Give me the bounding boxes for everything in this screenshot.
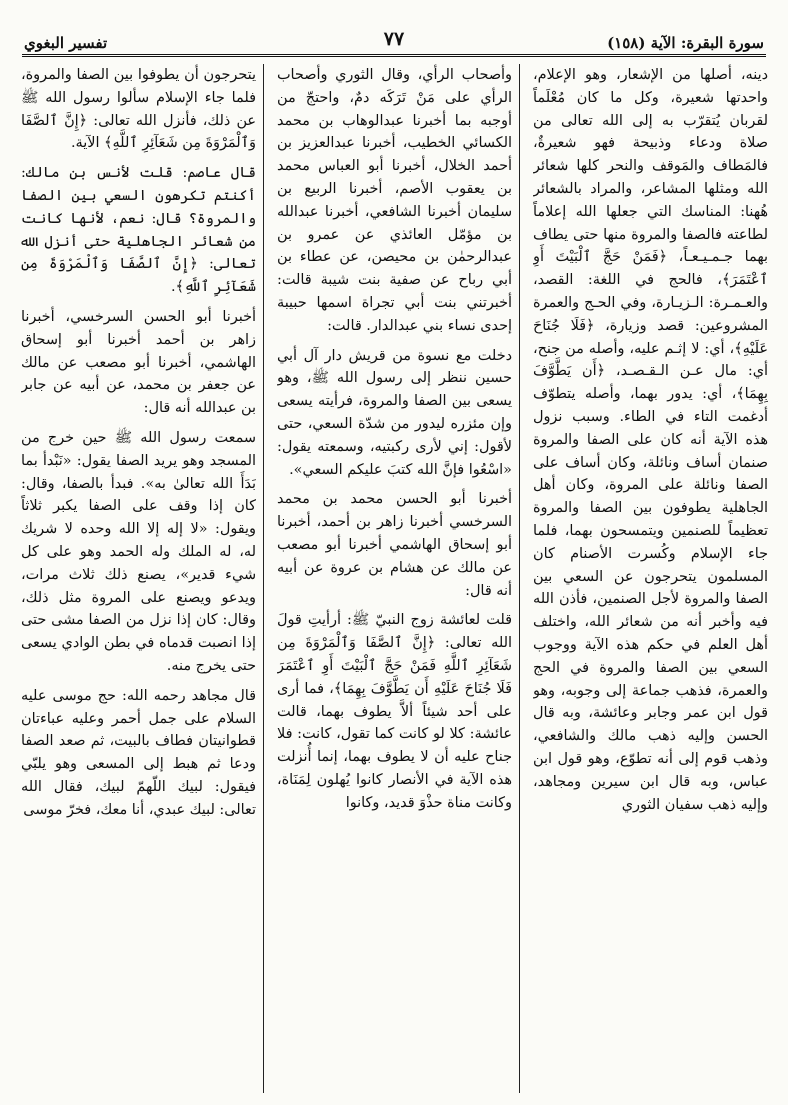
- page-header: [24, 18, 764, 52]
- paragraph: أخبرنا أبو الحسن السرخسي، أخبرنا زاهر بن أحمد أخبرنا أبو إسحاق الهاشمي، أخبرنا أبو مصعب عن مالك عن جعفر بن محمد، عن أبيه عن جابر بن عبدالله أنه قال:: [21, 308, 256, 417]
- surah-label: سورة البقرة: الآية (١٥٨): [607, 34, 764, 52]
- paragraph: وأصحاب الرأي، وقال الثوري وأصحاب الرأي على مَنْ تَرَكَه دمٌ، واحتجّ من أوجبه بما أخبرنا عبدالوهاب بن محمد الكسائي الخطيب، أخبرنا عبدالعزيز بن أحمد الخلال، أخبرنا أبو العباس محمد بن يعقوب الأصم، أخبرنا الربيع بن سليمان أخبرنا الشافعي، أخبرنا عبدالله بن مؤمّل العائذي عن عمرو بن عبدالرحمٰن بن محيصن، عن عطاء بن أبي رباح عن صفية بنت شيبة قالت: أخبرتني بنت أبي تجراة اسمها حبيبة إحدى نساء بني عبدالدار. قالت:: [277, 67, 512, 334]
- text-column-right: [533, 64, 768, 1091]
- paragraph: أخبرنا أبو الحسن محمد بن محمد السرخسي أخبرنا زاهر بن أحمد، أخبرنا أبو إسحاق الهاشمي أخبرنا أبو مصعب عن مالك عن هشام بن عروة عن أبيه أنه قال:: [277, 491, 512, 599]
- paragraph: سمعت رسول الله ﷺ حين خرج من المسجد وهو يريد الصفا يقول: «نَبْدأ بما بَدَأَ الله تعالىٰ به». فبدأ بالصفا، وقال: كان إذا وقف على الصفا يكبر ثلاثاً ويقول: «لا إله إلا الله وحده لا شريك له، له الملك وله الحمد وهو على كل شيء قدير»، يصنع ذلك ثلاث مرات، ويدعو ويصنع على المروة مثل ذلك، وقال: كان إذا نزل من الصفا مشى حتى إذا انصبت قدماه في بطن الوادي يسعى حتى يخرج منه.: [21, 429, 256, 674]
- page-number: ٧٧: [383, 28, 405, 50]
- paragraph: دخلت مع نسوة من قريش دار آل أبي حسين ننظر إلى رسول الله ﷺ، وهو يسعى بين الصفا والمروة، فرأيته يسعى وإن مئزره ليدور من شدّة السعي، حتى لأقول: إني لأرى ركبتيه، وسمعته يقول: «اسْعُوا فإنَّ الله كتبَ عليكم السعي».: [277, 347, 512, 478]
- header-divider: [22, 54, 766, 57]
- paragraph: قلت لعائشة زوج النبيّ ﷺ: أرأيتِ قولَ الله تعالى: ﴿إِنَّ ٱلصَّفَا وَٱلْمَرْوَةَ مِن شَعَآئِرِ ٱللَّهِ فَمَنْ حَجَّ ٱلْبَيْتَ أَوِ ٱعْتَمَرَ فَلَا جُنَاحَ عَلَيْهِ أَن يَطَّوَّفَ بِهِمَا﴾، فما أرى على أحد شيئاً ألاَّ يطوف بهما، قالت عائشة: كلا لو كانت كما تقول، كانت: فلا جناح عليه أن لا يطوف بهما، إنما أُنزلت هذه الآية في الأنصار كانوا يُهلون لِمَنَاة، وكانت مناة حذْوَ قديد، وكانوا: [277, 612, 512, 811]
- paragraph: قال مجاهد رحمه الله: حج موسى عليه السلام على جمل أحمر وعليه عباءتان قطوانيتان فطاف بالبيت، ثم صعد الصفا ودعا ثم هبط إلى المسعى وهو يلبّي فيقول: لبيك اللّهمّ لبيك، فقال الله تعالى: لبيك عبدي، أنا معك، فخرّ موسى: [21, 687, 256, 818]
- paragraph: دينه، أصلها من الإشعار، وهو الإعلام، واحدتها شعيرة، وكل ما كان مُعْلَماً لقربان يُتقرّب به إلى الله تعالى من صلاة ودعاء وذبيحة فهو شعيرةٌ، فالمَطاف والمَوقف والنحر كلها شعائر الله ومثلها المشاعر، والمراد بالشعائر هُهنا: المناسك التي جعلها الله إعلاماً لطاعته فالصفا والمروة منها حتى يطاف بهما جـمـيـعـاً، ﴿فَمَنْ حَجَّ ٱلْبَيْتَ أَوِ ٱعْتَمَرَ﴾، فالحج في اللغة: القصد، والعـمـرة: الـزيـارة، وفي الحـج والعمرة المشروعين: قصد وزيارة، ﴿فَلَا جُنَاحَ عَلَيْهِ﴾، أي: لا إثـم عليه، وأصله من جنح، أي: مال عـن الـقـصـد، ﴿أَن يَطَّوَّفَ بِهِمَا﴾، أي: يدور بهما، وأصله يتطوّف أدغمت التاء في الطاء. وسبب نزول هذه الآية أنه كان على الصفا والمروة صنمان أساف ونائلة، وكان أساف على الصفا ونائلة على المروة، وكان أهل الجاهلية يطوفون بين الصفا والمروة تعظيماً للصنمين ويتمسحون بهما، فلما جاء الإسلام وكُسرت الأصنام كان المسلمون يتحرجون عن السعي بين الصفا والمروة لأجل الصنمين، فأذن الله فيه وأخبر أنه من شعائر الله، واختلف أهل العلم في حكم هذه الآية ووجوب السعي بين الصفا والمروة في الحج والعمرة، فذهب جماعة إلى وجوبه، وهو قول ابن عمر وجابر وعائشة، وبه قال الحسن وإليه ذهب مالك والشافعي، وذهب قوم إلى أنه تطوّع، وهو قول ابن عباس، وبه قال ابن سيرين ومجاهد، وإليه ذهب سفيان الثوري: [533, 67, 768, 813]
- column-divider: [263, 64, 264, 1093]
- book-title: تفسير البغوي: [24, 34, 108, 52]
- text-column-left: [21, 64, 256, 1091]
- text-column-middle: [277, 64, 512, 1091]
- column-divider: [519, 64, 520, 1093]
- paragraph: قال عاصم: قلت لأنس بن مالك: أكنتم تكرهون السعي بين الصفا والمروة؟ قال: نعم، لأنها كانت من شعائر الجاهلية حتى أنزل الله تعالى: ﴿إِنَّ ٱلصَّفَا وَٱلْمَرْوَةَ مِن شَعَآئِرِ ٱللَّهِ﴾.: [21, 165, 256, 296]
- paragraph: يتحرجون أن يطوفوا بين الصفا والمروة، فلما جاء الإسلام سألوا رسول الله ﷺ عن ذلك، فأنزل الله تعالى: ﴿إِنَّ ٱلصَّفَا وَٱلْمَرْوَةَ مِن شَعَآئِرِ ٱللَّهِ﴾ الآية.: [21, 67, 256, 152]
